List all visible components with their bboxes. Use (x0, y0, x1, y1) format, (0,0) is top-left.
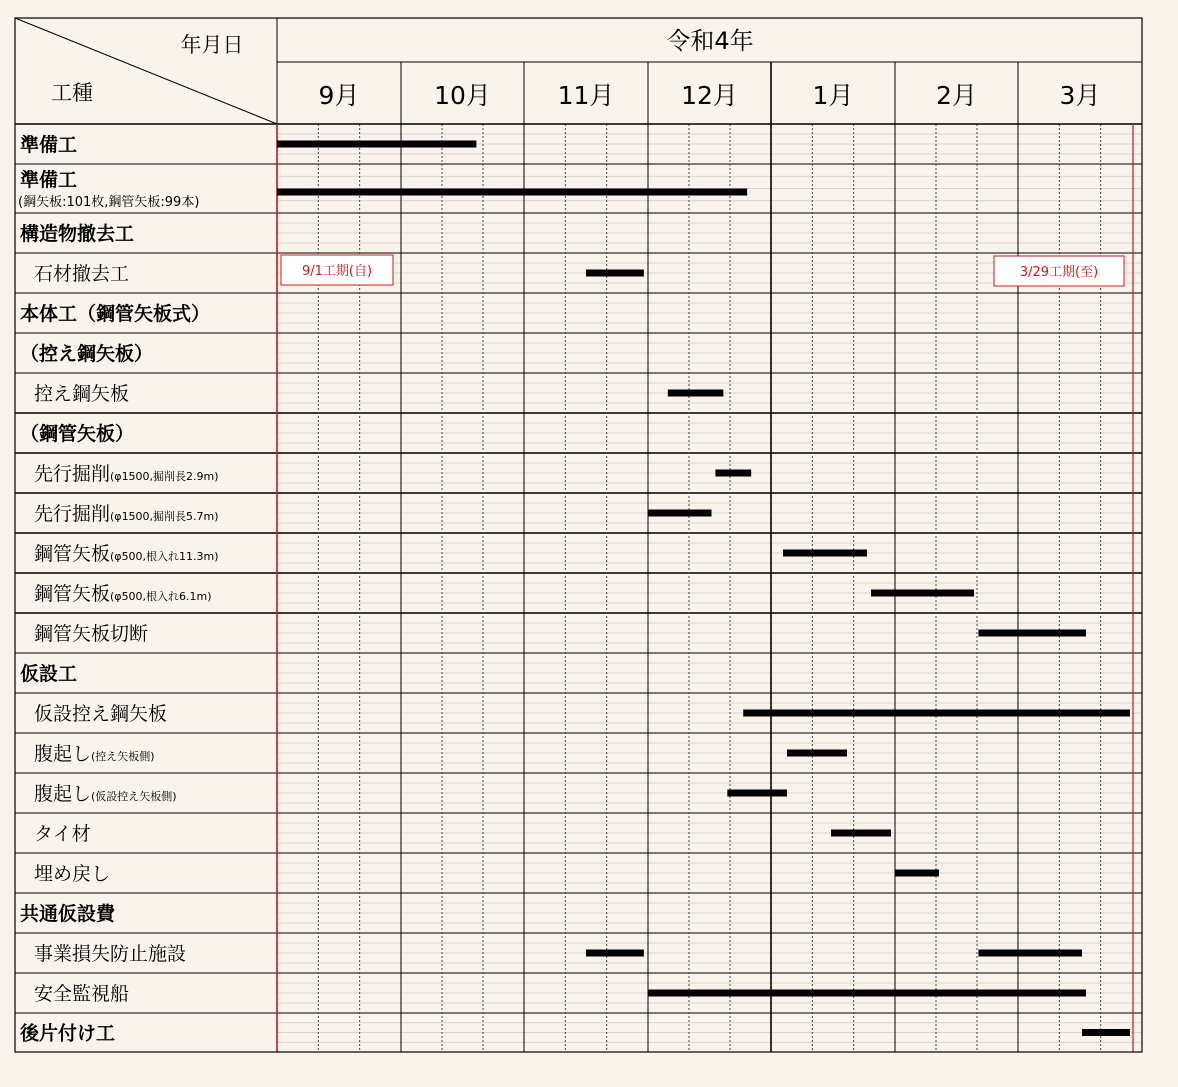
end-marker-label: 3/29工期(至) (1019, 265, 1099, 280)
task-bar (668, 390, 724, 397)
task-note: (鋼矢板:101枚,鋼管矢板:99本) (18, 195, 200, 210)
task-label: （鋼管矢板） (20, 423, 135, 445)
task-sublabel: (φ1500,掘削長2.9m) (110, 470, 219, 483)
task-bar (586, 950, 644, 957)
task-label: 準備工 (20, 169, 78, 191)
month-label: 11月 (557, 81, 615, 110)
task-label: 事業損失防止施設 (34, 943, 187, 965)
task-sublabel: (仮設控え矢板側) (91, 790, 177, 803)
task-label: 仮設工 (20, 663, 78, 685)
task-bar (1082, 1029, 1130, 1036)
task-sublabel: (控え矢板側) (91, 750, 155, 763)
task-sublabel: (φ1500,掘削長5.7m) (110, 510, 219, 523)
task-label: 仮設控え鋼矢板 (34, 703, 168, 725)
task-label: 鋼管矢板切断 (34, 623, 149, 645)
task-label: 先行掘削(φ1500,掘削長2.9m) (34, 463, 219, 485)
task-bar (978, 630, 1086, 637)
task-label: 腹起し(仮設控え矢板側) (34, 783, 177, 805)
task-bar (715, 470, 751, 477)
task-bar (586, 270, 644, 277)
task-bar (831, 830, 891, 837)
task-bar (895, 870, 939, 877)
task-label: （控え鋼矢板） (20, 343, 154, 365)
month-label: 10月 (434, 81, 491, 110)
month-label: 3月 (1059, 81, 1101, 110)
task-label: 準備工 (20, 134, 78, 156)
task-label: 鋼管矢板(φ500,根入れ6.1m) (34, 583, 212, 605)
task-label: 共通仮設費 (20, 903, 116, 925)
task-label: 石材撤去工 (34, 263, 130, 285)
task-bar (787, 750, 847, 757)
task-label: 埋め戻し (34, 863, 111, 885)
task-label: 鋼管矢板(φ500,根入れ11.3m) (34, 543, 219, 565)
task-bar (871, 590, 974, 597)
task-bar (277, 189, 747, 196)
task-label: 腹起し(控え矢板側) (34, 743, 155, 765)
month-label: 2月 (936, 81, 977, 110)
task-bar (727, 790, 787, 797)
task-bar (648, 990, 1086, 997)
task-label: 構造物撤去工 (20, 223, 135, 245)
month-label: 9月 (318, 81, 360, 110)
task-label: 控え鋼矢板 (34, 383, 130, 405)
task-bar (648, 510, 711, 517)
task-label: タイ材 (34, 823, 91, 845)
task-label: 後片付け工 (20, 1022, 116, 1045)
task-label: 安全監視船 (34, 983, 130, 1005)
task-bar (277, 141, 476, 148)
corner-type-label: 工種 (51, 81, 93, 105)
task-bar (743, 710, 1130, 717)
corner-date-label: 年月日 (180, 33, 244, 57)
era-title: 令和4年 (666, 27, 754, 55)
task-label: 本体工（鋼管矢板式） (20, 303, 211, 325)
task-sublabel: (φ500,根入れ6.1m) (110, 590, 212, 603)
start-marker-label: 9/1工期(自) (301, 264, 373, 279)
task-label: 先行掘削(φ1500,掘削長5.7m) (34, 503, 219, 525)
task-sublabel: (φ500,根入れ11.3m) (110, 550, 219, 563)
task-bar (978, 950, 1082, 957)
task-bar (783, 550, 867, 557)
month-label: 1月 (812, 81, 854, 110)
month-label: 12月 (681, 81, 738, 110)
